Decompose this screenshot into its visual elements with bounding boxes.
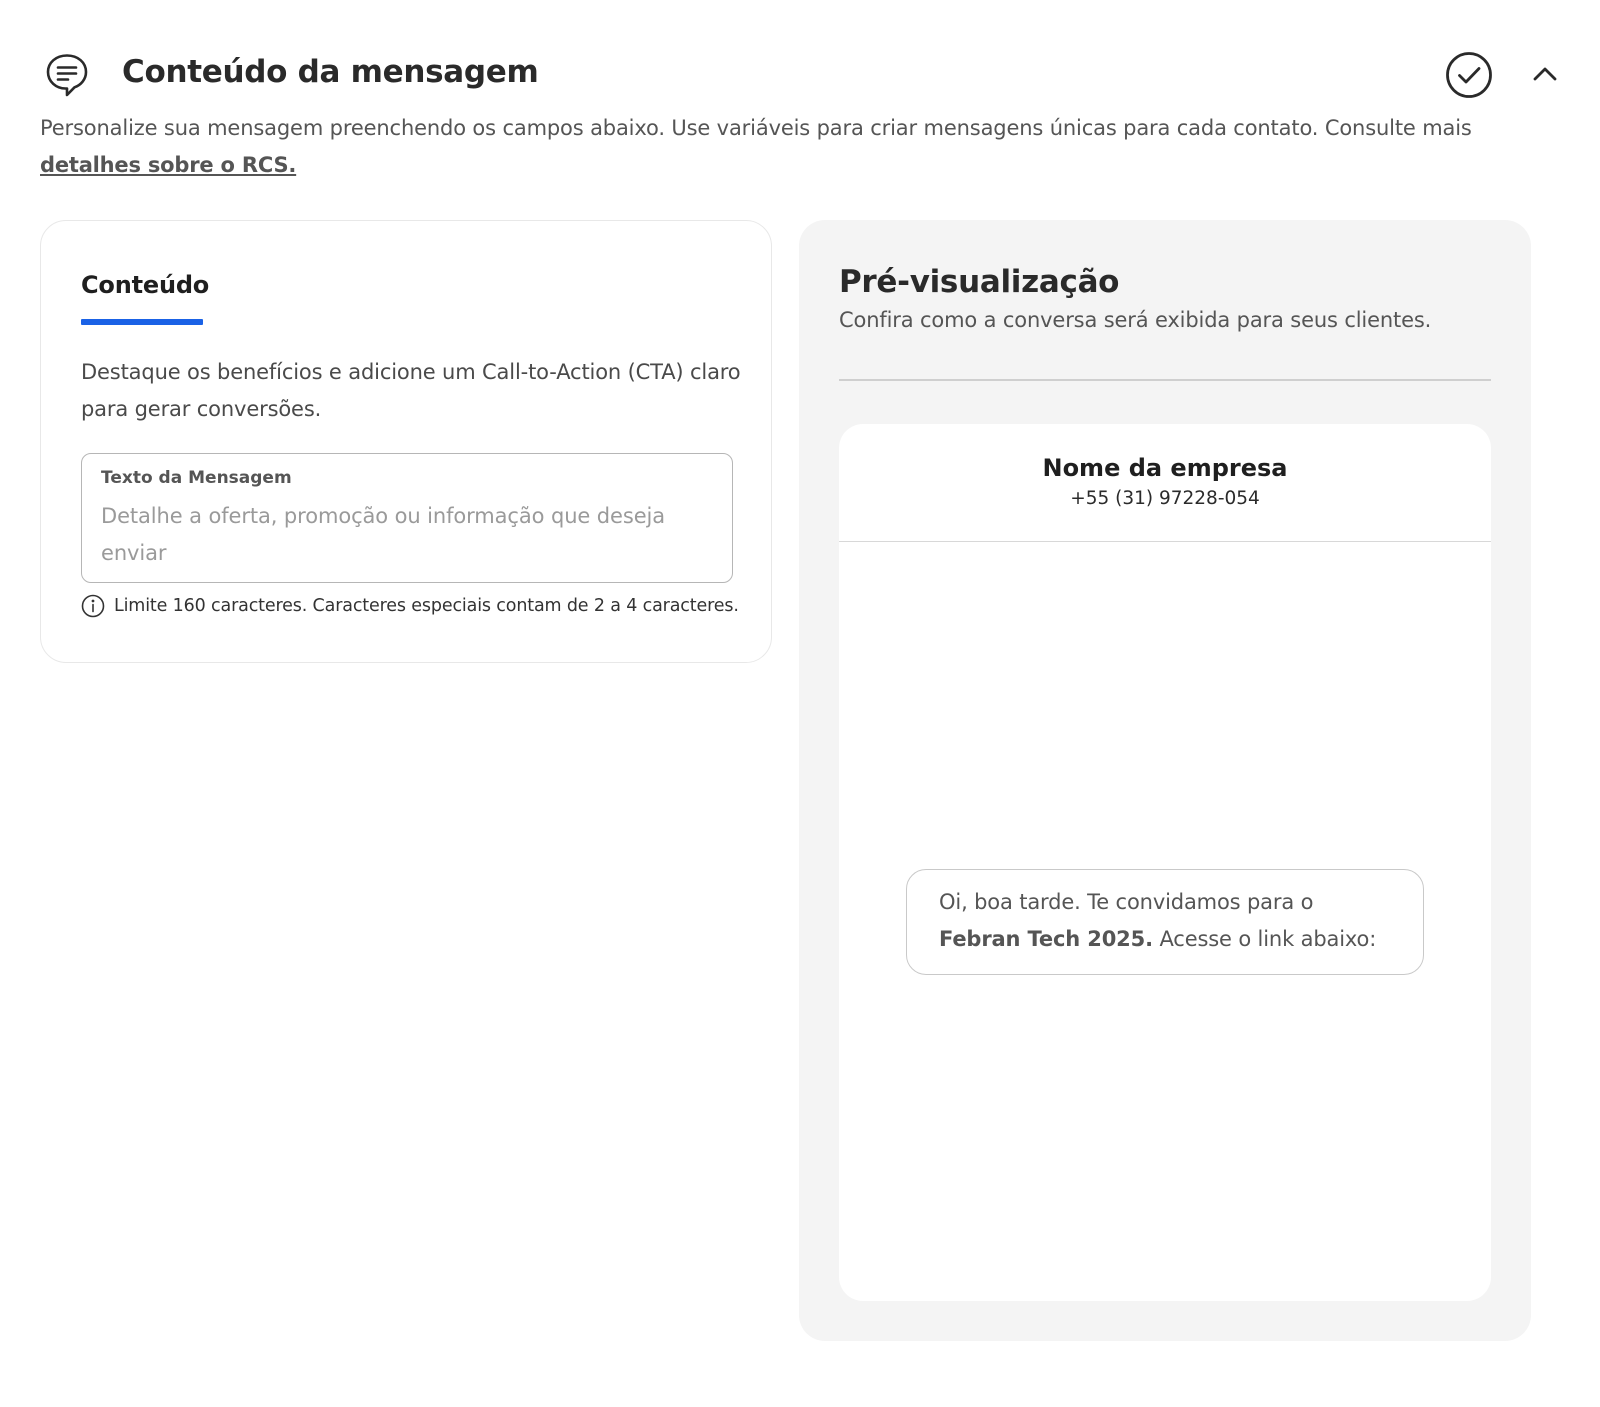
content-card [40, 220, 772, 663]
preview-title: Pré-visualização [839, 264, 1120, 300]
tab-active-indicator [81, 319, 203, 325]
character-limit-hint [81, 593, 739, 619]
message-text-field[interactable] [81, 453, 733, 583]
check-circle-icon [1445, 51, 1493, 99]
message-text-placeholder[interactable]: Detalhe a oferta, promoção ou informação que deseja enviar [101, 504, 666, 565]
company-name: Nome da empresa [1042, 454, 1288, 482]
message-text-label: Texto da Mensagem [101, 468, 292, 488]
chat-bubble-icon [44, 52, 90, 98]
phone-preview [839, 424, 1491, 1301]
company-phone-number: +55 (31) 97228-054 [1070, 488, 1260, 509]
chevron-up-icon[interactable] [1525, 56, 1565, 92]
message-text-bold: Febran Tech 2025. [939, 927, 1153, 951]
phone-header-divider [839, 541, 1491, 542]
preview-card [799, 220, 1531, 1341]
section-intro [40, 110, 1560, 184]
section-header [40, 48, 1560, 100]
message-text-after: Acesse o link abaixo: [1152, 927, 1377, 951]
content-description: Destaque os benefícios e adicione um Call-to-Action (CTA) claro para gerar conversões. [81, 360, 741, 421]
rcs-details-link[interactable]: detalhes sobre o RCS. [40, 153, 297, 177]
intro-text: Personalize sua mensagem preenchendo os campos abaixo. Use variáveis para criar mensagens únicas para cada contato. Consulte mais [40, 116, 1472, 140]
message-bubble [906, 869, 1424, 975]
preview-divider [839, 379, 1491, 381]
tab-content[interactable]: Conteúdo [81, 271, 210, 299]
preview-subtitle: Confira como a conversa será exibida para seus clientes. [839, 308, 1432, 332]
info-icon [81, 594, 105, 618]
hint-text: Limite 160 caracteres. Caracteres especiais contam de 2 a 4 caracteres. [114, 596, 739, 616]
message-text-before: Oi, boa tarde. Te convidamos para o [939, 890, 1314, 914]
section-title: Conteúdo da mensagem [122, 54, 539, 90]
